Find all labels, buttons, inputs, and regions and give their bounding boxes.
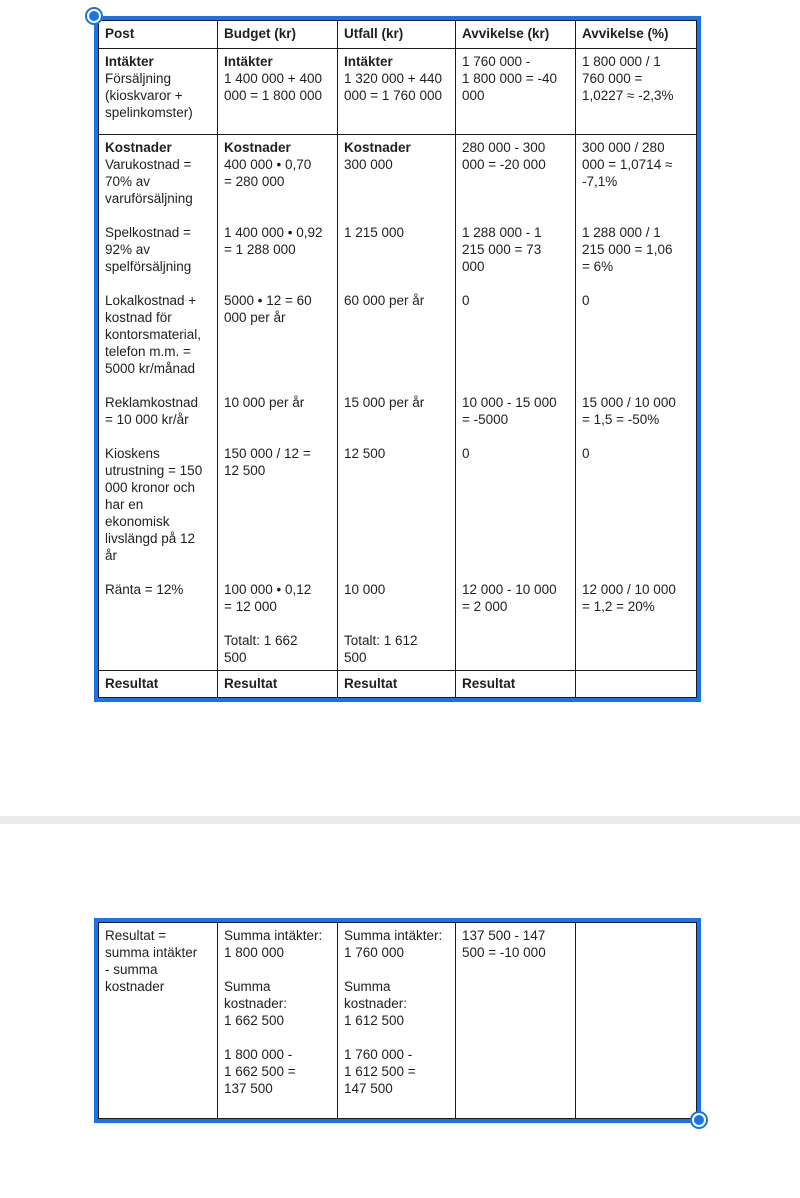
cell-text-line: -7,1% — [582, 174, 618, 189]
cell-text-line: 15 000 / 10 000 — [582, 395, 676, 410]
cell-text-line: Summa intäkter: — [344, 928, 443, 943]
cell-text-line: år — [105, 548, 118, 563]
cell-text-line: 1 760 000 — [344, 945, 405, 960]
cell-text-line — [224, 547, 331, 564]
cell-text-line: = -5000 — [462, 412, 509, 427]
cell-text-line: Resultat — [344, 676, 398, 691]
cell-resultat-berakning-col4[interactable] — [456, 923, 576, 1119]
cell-text-line — [224, 411, 331, 428]
cell-intakter-col2[interactable] — [218, 49, 338, 135]
cell-text-line: kontorsmaterial, — [105, 327, 202, 342]
cell-intakter-col4[interactable] — [456, 49, 576, 135]
cell-text-line — [582, 377, 690, 394]
cell-text-line: 10 000 - 15 000 — [462, 395, 557, 410]
cell-text-line: 000 — [462, 259, 485, 274]
cell-text-line: 1,0227 ≈ -2,3% — [582, 88, 674, 103]
cell-text-line — [105, 275, 211, 292]
cell-text-line — [582, 360, 690, 377]
table-row-resultat-berakning — [99, 923, 697, 1119]
cell-text-line: 100 000 • 0,12 — [224, 582, 312, 597]
cell-text-line — [344, 343, 449, 360]
cell-text-line — [462, 173, 569, 190]
cell-text-line — [105, 377, 211, 394]
cell-text-line: 000 kronor och — [105, 480, 196, 495]
cell-text-line: spelförsäljning — [105, 259, 192, 274]
cell-text-line — [224, 207, 331, 224]
cell-text-line — [344, 428, 449, 445]
cell-text-line: 1 215 000 — [344, 225, 405, 240]
cell-text-line — [224, 615, 331, 632]
cell-text-line — [224, 496, 331, 513]
cell-text-line: telefon m.m. = — [105, 344, 191, 359]
cell-text-line — [582, 190, 690, 207]
cell-text-line: 137 500 — [224, 1081, 273, 1096]
cell-text-line: 1 760 000 - — [462, 54, 531, 69]
table-drag-handle-icon[interactable] — [692, 1113, 706, 1127]
cell-text-line — [224, 1029, 331, 1046]
cell-text-line — [582, 326, 690, 343]
cell-text-line — [344, 547, 449, 564]
cell-resultat-col3[interactable] — [338, 671, 456, 698]
cell-text-line: = 1,2 = 20% — [582, 599, 655, 614]
cell-text-line: 760 000 = — [582, 71, 643, 86]
cell-text-line: 500 — [344, 650, 367, 665]
cell-resultat-berakning-col3[interactable] — [338, 923, 456, 1119]
table-row-resultat — [99, 671, 697, 698]
cell-text-line — [462, 564, 569, 581]
cell-text-line: 150 000 / 12 = — [224, 446, 311, 461]
cell-text-line: Intäkter — [224, 54, 273, 69]
cell-text-line: Ränta = 12% — [105, 582, 184, 597]
cell-text-line: Avvikelse (%) — [582, 26, 669, 41]
cell-text-line — [582, 513, 690, 530]
cell-resultat-col5[interactable] — [576, 671, 697, 698]
table-drag-handle-icon[interactable] — [87, 9, 101, 23]
cell-text-line — [105, 207, 211, 224]
cell-text-line: = 2 000 — [462, 599, 508, 614]
header-cell[interactable] — [456, 21, 576, 49]
cell-text-line — [582, 530, 690, 547]
cell-text-line — [344, 496, 449, 513]
cell-text-line: Utfall (kr) — [344, 26, 404, 41]
header-cell[interactable] — [99, 21, 218, 49]
cell-text-line: Spelkostnad = — [105, 225, 191, 240]
cell-text-line: 12 500 — [344, 446, 386, 461]
cell-kostnader-col3[interactable] — [338, 135, 456, 671]
cell-kostnader-col2[interactable] — [218, 135, 338, 671]
cell-text-line: = 12 000 — [224, 599, 277, 614]
cell-text-line — [344, 360, 449, 377]
cell-text-line — [344, 961, 449, 978]
cell-text-line — [462, 343, 569, 360]
cell-text-line: (kioskvaror + — [105, 88, 183, 103]
cell-text-line: kostnader — [105, 979, 165, 994]
cell-text-line: kostnad för — [105, 310, 172, 325]
cell-text-line: Resultat = — [105, 928, 167, 943]
cell-text-line: 1 662 500 = — [224, 1064, 296, 1079]
cell-text-line: 215 000 = 73 — [462, 242, 542, 257]
cell-text-line — [582, 496, 690, 513]
cell-text-line: kostnader: — [344, 996, 408, 1011]
cell-text-line: 500 = -10 000 — [462, 945, 546, 960]
header-cell[interactable] — [576, 21, 697, 49]
cell-text-line: 000 = -20 000 — [462, 157, 546, 172]
cell-resultat-berakning-col1[interactable] — [99, 923, 218, 1119]
cell-text-line — [462, 377, 569, 394]
cell-text-line: 60 000 per år — [344, 293, 425, 308]
cell-text-line: kostnader: — [224, 996, 288, 1011]
cell-resultat-berakning-col2[interactable] — [218, 923, 338, 1119]
cell-text-line: livslängd på 12 — [105, 531, 196, 546]
cell-text-line: 1 800 000 = -40 — [462, 71, 557, 86]
cell-text-line — [344, 462, 449, 479]
cell-text-line: 1 288 000 - 1 — [462, 225, 542, 240]
cell-text-line: 000 = 1,0714 ≈ — [582, 157, 673, 172]
cell-text-line: 5000 • 12 = 60 — [224, 293, 312, 308]
cell-text-line: 1 288 000 / 1 — [582, 225, 661, 240]
cell-kostnader-col4[interactable] — [456, 135, 576, 671]
cell-intakter-col5[interactable] — [576, 49, 697, 135]
cell-resultat-col1[interactable] — [99, 671, 218, 698]
cell-text-line — [582, 428, 690, 445]
header-cell[interactable] — [218, 21, 338, 49]
cell-kostnader-col1[interactable] — [99, 135, 218, 671]
cell-text-line — [582, 275, 690, 292]
cell-text-line — [224, 326, 331, 343]
cell-text-line: Varukostnad = — [105, 157, 192, 172]
cell-text-line: varuförsäljning — [105, 191, 193, 206]
cell-text-line — [224, 961, 331, 978]
cell-intakter-col3[interactable] — [338, 49, 456, 135]
cell-text-line: summa intäkter — [105, 945, 198, 960]
cell-text-line: 10 000 per år — [224, 395, 305, 410]
cell-text-line — [344, 598, 449, 615]
cell-text-line — [224, 275, 331, 292]
cell-text-line — [224, 343, 331, 360]
cell-text-line — [344, 377, 449, 394]
cell-text-line: 000 = 1 800 000 — [224, 88, 322, 103]
cell-text-line: = 10 000 kr/år — [105, 412, 189, 427]
cell-text-line — [224, 360, 331, 377]
cell-text-line: 15 000 per år — [344, 395, 425, 410]
cell-text-line: = 1,5 = -50% — [582, 412, 660, 427]
cell-text-line: 000 — [462, 88, 485, 103]
cell-text-line: 300 000 / 280 — [582, 140, 665, 155]
cell-text-line: Reklamkostnad — [105, 395, 199, 410]
cell-text-line: = 280 000 — [224, 174, 285, 189]
cell-text-line — [462, 428, 569, 445]
cell-text-line: 12 000 - 10 000 — [462, 582, 557, 597]
cell-text-line: 12 000 / 10 000 — [582, 582, 676, 597]
cell-text-line — [105, 564, 211, 581]
table-row-kostnader — [99, 135, 697, 671]
cell-text-line — [462, 207, 569, 224]
cell-text-line: 215 000 = 1,06 — [582, 242, 673, 257]
cell-text-line: 92% av — [105, 242, 151, 257]
cell-text-line — [344, 1029, 449, 1046]
budget-table-page2 — [94, 918, 701, 1123]
cell-text-line: 300 000 — [344, 157, 393, 172]
cell-text-line — [462, 462, 569, 479]
cell-text-line — [224, 564, 331, 581]
cell-text-line — [224, 479, 331, 496]
cell-text-line — [582, 564, 690, 581]
cell-text-line — [582, 462, 690, 479]
cell-text-line — [582, 343, 690, 360]
cell-text-line: Summa — [224, 979, 271, 994]
cell-text-line — [462, 496, 569, 513]
cell-intakter-col1[interactable] — [99, 49, 218, 135]
cell-text-line — [344, 258, 449, 275]
cell-text-line — [582, 479, 690, 496]
cell-text-line — [462, 513, 569, 530]
cell-text-line: Kostnader — [105, 140, 172, 155]
cell-text-line — [344, 309, 449, 326]
cell-text-line — [582, 309, 690, 326]
cell-text-line: 12 500 — [224, 463, 266, 478]
cell-text-line: spelinkomster) — [105, 105, 193, 120]
cell-text-line: 000 = 1 760 000 — [344, 88, 442, 103]
cell-text-line: 0 — [582, 293, 590, 308]
cell-text-line: utrustning = 150 — [105, 463, 203, 478]
cell-text-line: har en — [105, 497, 144, 512]
page-break-divider — [0, 816, 800, 824]
budget-table-continued — [98, 922, 697, 1119]
cell-text-line: 1 800 000 - — [224, 1047, 293, 1062]
cell-text-line: 1 800 000 — [224, 945, 285, 960]
cell-text-line — [462, 530, 569, 547]
cell-text-line — [344, 207, 449, 224]
table-header-row — [99, 21, 697, 49]
cell-text-line — [344, 173, 449, 190]
cell-text-line — [344, 615, 449, 632]
cell-text-line: Totalt: 1 662 — [224, 633, 298, 648]
cell-text-line: Avvikelse (kr) — [462, 26, 550, 41]
cell-text-line: 137 500 - 147 — [462, 928, 546, 943]
cell-text-line — [462, 190, 569, 207]
header-cell[interactable] — [338, 21, 456, 49]
cell-text-line — [344, 530, 449, 547]
cell-text-line: 1 612 500 = — [344, 1064, 416, 1079]
cell-text-line: Intäkter — [344, 54, 393, 69]
cell-text-line: Budget (kr) — [224, 26, 296, 41]
cell-text-line: 1 320 000 + 440 — [344, 71, 442, 86]
cell-text-line: 280 000 - 300 — [462, 140, 546, 155]
cell-text-line: 0 — [462, 293, 470, 308]
cell-text-line: - summa — [105, 962, 158, 977]
cell-text-line: Summa — [344, 979, 391, 994]
cell-text-line — [224, 258, 331, 275]
cell-text-line: Resultat — [224, 676, 278, 691]
cell-text-line — [344, 513, 449, 530]
budget-table-page1 — [94, 16, 701, 702]
cell-text-line — [582, 207, 690, 224]
cell-text-line: 0 — [462, 446, 470, 461]
cell-text-line — [462, 360, 569, 377]
table-row-intakter — [99, 49, 697, 135]
cell-text-line: 1 400 000 • 0,92 — [224, 225, 323, 240]
cell-text-line: 1 760 000 - — [344, 1047, 413, 1062]
cell-text-line: Kostnader — [344, 140, 411, 155]
cell-text-line: Lokalkostnad + — [105, 293, 197, 308]
cell-text-line: 5000 kr/månad — [105, 361, 196, 376]
cell-text-line — [105, 428, 211, 445]
cell-resultat-col2[interactable] — [218, 671, 338, 698]
cell-text-line: 400 000 • 0,70 — [224, 157, 312, 172]
budget-table — [98, 20, 697, 698]
cell-text-line — [462, 479, 569, 496]
cell-text-line — [462, 547, 569, 564]
cell-text-line — [344, 275, 449, 292]
cell-text-line — [344, 479, 449, 496]
cell-text-line: Summa intäkter: — [224, 928, 323, 943]
cell-text-line: 0 — [582, 446, 590, 461]
cell-resultat-berakning-col5[interactable] — [576, 923, 697, 1119]
cell-text-line: Intäkter — [105, 54, 154, 69]
cell-text-line: 1 400 000 + 400 — [224, 71, 322, 86]
cell-text-line — [462, 275, 569, 292]
cell-text-line: 1 800 000 / 1 — [582, 54, 661, 69]
cell-resultat-col4[interactable] — [456, 671, 576, 698]
cell-text-line — [224, 428, 331, 445]
cell-text-line — [462, 309, 569, 326]
cell-text-line: 1 662 500 — [224, 1013, 285, 1028]
cell-text-line: Kostnader — [224, 140, 291, 155]
cell-text-line: 500 — [224, 650, 247, 665]
cell-text-line: Resultat — [462, 676, 516, 691]
cell-text-line — [462, 326, 569, 343]
cell-text-line — [344, 241, 449, 258]
cell-text-line — [224, 190, 331, 207]
cell-text-line: 1 612 500 — [344, 1013, 405, 1028]
cell-text-line — [344, 326, 449, 343]
cell-text-line: = 1 288 000 — [224, 242, 296, 257]
cell-text-line — [224, 513, 331, 530]
cell-kostnader-col5[interactable] — [576, 135, 697, 671]
cell-text-line — [224, 530, 331, 547]
cell-text-line — [344, 564, 449, 581]
cell-text-line: 70% av — [105, 174, 151, 189]
cell-text-line: Totalt: 1 612 — [344, 633, 418, 648]
cell-text-line — [224, 377, 331, 394]
cell-text-line: 000 per år — [224, 310, 286, 325]
cell-text-line: ekonomisk — [105, 514, 170, 529]
cell-text-line: Försäljning — [105, 71, 172, 86]
cell-text-line: Post — [105, 26, 135, 41]
cell-text-line: = 6% — [582, 259, 614, 274]
cell-text-line: 147 500 — [344, 1081, 393, 1096]
cell-text-line: 10 000 — [344, 582, 386, 597]
cell-text-line — [582, 547, 690, 564]
cell-text-line: Resultat — [105, 676, 159, 691]
cell-text-line — [344, 190, 449, 207]
cell-text-line — [344, 411, 449, 428]
cell-text-line: Kioskens — [105, 446, 160, 461]
